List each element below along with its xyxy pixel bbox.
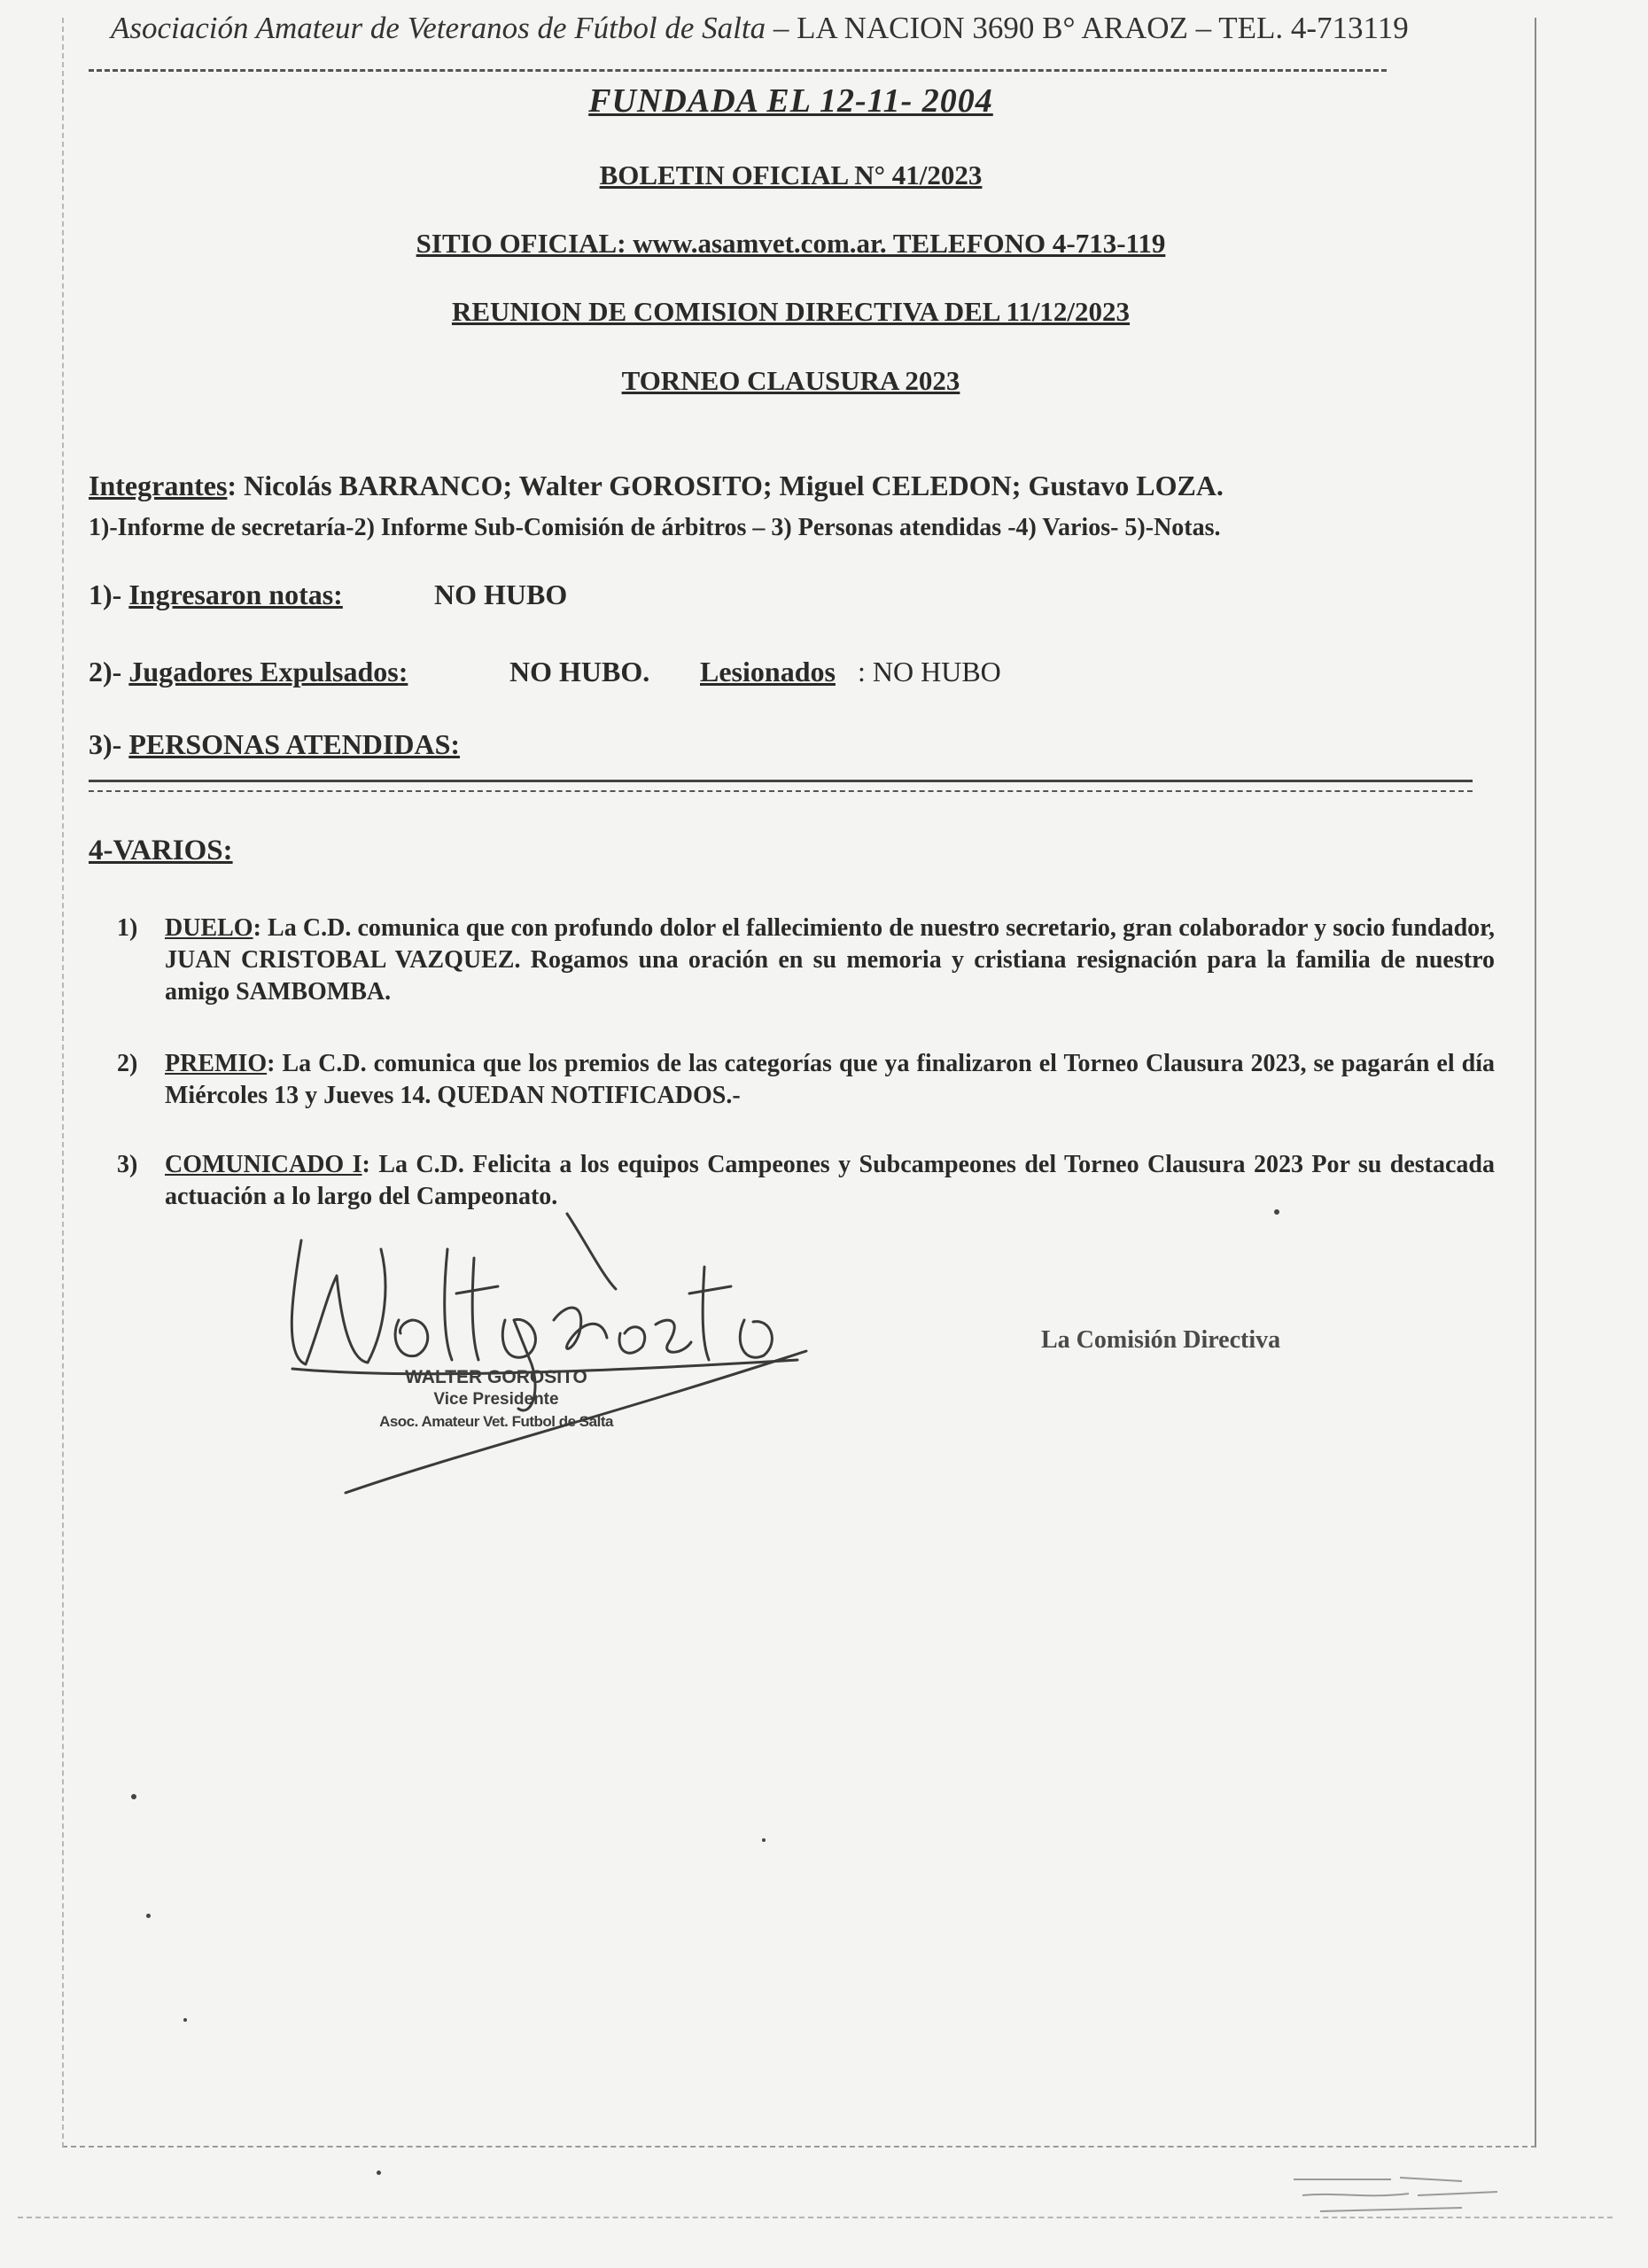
section-rule-bottom — [89, 790, 1473, 792]
scan-speck — [1274, 1209, 1279, 1215]
letterhead-rule — [89, 69, 1387, 72]
injured-value: : NO HUBO — [858, 656, 1001, 687]
commission-signoff: La Comisión Directiva — [1041, 1326, 1281, 1354]
stamp-org: Asoc. Amateur Vet. Futbol de Salta — [379, 1413, 613, 1430]
stamp-role: Vice Presidente — [433, 1390, 559, 1409]
attended-prefix: 3)- — [89, 728, 129, 760]
item-key: COMUNICADO I — [165, 1151, 362, 1178]
signature-stroke — [740, 1320, 772, 1357]
item-body — [165, 1048, 1495, 1112]
item-key: DUELO — [165, 914, 253, 942]
notes-prefix: 1)- — [89, 579, 129, 610]
section-rule-top — [89, 780, 1473, 782]
letterhead-org: Asociación Amateur de Veteranos de Fútbol de Salta — [111, 11, 766, 45]
founded-date: FUNDADA EL 12-11- 2004 — [588, 82, 993, 120]
notes-row — [89, 579, 568, 611]
item-text: : La C.D. comunica que con profundo dolor el fallecimiento de nuestro secretario, gran colaborador y socio fundador, JUAN CRISTOBAL VAZQUEZ. Rogamos una oración en su memoria y cristiana resignación para la familia de nuestro amigo SAMBOMBA. — [165, 914, 1495, 1006]
scan-speck — [131, 1794, 136, 1799]
letterhead — [111, 11, 1409, 46]
signature-stroke — [554, 1308, 607, 1348]
notes-value: NO HUBO — [434, 579, 568, 610]
notes-label: Ingresaron notas: — [128, 579, 343, 610]
signature-stroke — [456, 1258, 498, 1360]
signature-stroke — [445, 1249, 452, 1360]
signature-stroke — [567, 1214, 616, 1289]
stamp-name: WALTER GOROSITO — [405, 1367, 587, 1387]
signature-stroke — [292, 1240, 385, 1364]
bulletin-title: BOLETIN OFICIAL N° 41/2023 — [599, 159, 983, 190]
item-text: : La C.D. Felicita a los equipos Campeones y Subcampeones del Torneo Clausura 2023 Por su destacada actuación a lo largo del Campeonato. — [165, 1151, 1495, 1210]
expelled-row — [89, 656, 1001, 688]
signature-stroke — [619, 1320, 691, 1353]
varios-item-duelo — [117, 913, 1495, 1008]
tournament-title: TORNEO CLAUSURA 2023 — [621, 365, 960, 396]
signature-stroke — [395, 1320, 428, 1356]
scan-scribble — [1285, 2169, 1515, 2222]
scan-speck — [762, 1838, 766, 1842]
members-line — [89, 470, 1224, 502]
item-text: : La C.D. comunica que los premios de las categorías que ya finalizaron el Torneo Clausura 2023, se pagarán el día Miércoles 13 y Jueves 14. QUEDAN NOTIFICADOS.- — [165, 1050, 1495, 1109]
expelled-prefix: 2)- — [89, 656, 129, 687]
varios-heading: 4-VARIOS: — [89, 835, 233, 866]
scan-speck — [146, 1914, 151, 1918]
letterhead-address: – LA NACION 3690 B° ARAOZ – TEL. 4-713119 — [766, 11, 1409, 45]
item-number: 3) — [117, 1151, 138, 1178]
scan-speck — [183, 2018, 187, 2022]
scan-speck — [377, 2171, 381, 2175]
item-number: 2) — [117, 1050, 138, 1077]
signature-stroke — [689, 1267, 731, 1360]
members-names: : Nicolás BARRANCO; Walter GOROSITO; Miguel CELEDON; Gustavo LOZA. — [227, 470, 1224, 501]
handwritten-signature — [266, 1187, 833, 1524]
attended-label: PERSONAS ATENDIDAS: — [128, 728, 461, 760]
attended-row — [89, 728, 460, 761]
injured-label: Lesionados — [700, 656, 836, 687]
agenda-line: 1)-Informe de secretaría-2) Informe Sub-Comisión de árbitros – 3) Personas atendidas -4) Varios- 5)-Notas. — [89, 514, 1221, 541]
signature-stamp — [341, 1367, 651, 1431]
item-number: 1) — [117, 914, 138, 942]
expelled-value: NO HUBO. — [509, 656, 650, 687]
item-key: PREMIO — [165, 1050, 268, 1077]
official-site: SITIO OFICIAL: www.asamvet.com.ar. TELEFONO 4-713-119 — [416, 228, 1166, 259]
meeting-title: REUNION DE COMISION DIRECTIVA DEL 11/12/2023 — [451, 296, 1131, 327]
varios-item-premio — [117, 1048, 1495, 1112]
item-body — [165, 913, 1495, 1008]
expelled-label: Jugadores Expulsados: — [128, 656, 408, 687]
members-label: Integrantes — [89, 470, 228, 501]
